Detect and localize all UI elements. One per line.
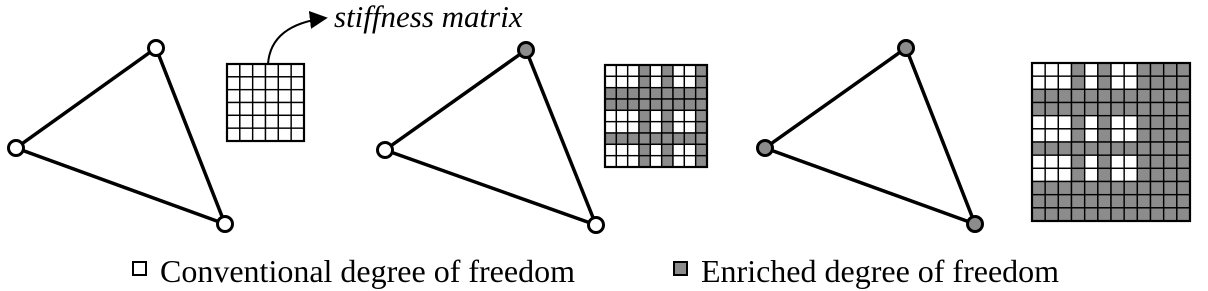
matrix-cell [1058, 63, 1071, 76]
matrix-cell [662, 99, 673, 110]
matrix-cell [253, 115, 266, 128]
stiffness-matrix-1 [227, 64, 304, 141]
matrix-cell [1137, 142, 1150, 155]
matrix-cell [639, 99, 650, 110]
matrix-cell [1124, 155, 1137, 168]
matrix-cell [1151, 195, 1164, 208]
panel-2 [378, 43, 708, 233]
matrix-cell [616, 144, 627, 155]
matrix-cell [240, 64, 253, 77]
matrix-cell [1058, 155, 1071, 168]
matrix-cell [1177, 63, 1190, 76]
matrix-cell [639, 156, 650, 167]
matrix-cell [291, 90, 304, 103]
matrix-cell [1177, 182, 1190, 195]
matrix-cell [1151, 182, 1164, 195]
matrix-cell [291, 128, 304, 141]
matrix-cell [1032, 76, 1045, 89]
matrix-cell [1098, 63, 1111, 76]
matrix-cell [662, 65, 673, 76]
matrix-cell [684, 122, 695, 133]
matrix-cell [1072, 208, 1085, 221]
matrix-cell [696, 144, 707, 155]
matrix-cell [1137, 155, 1150, 168]
matrix-cell [605, 76, 616, 87]
matrix-cell [1058, 76, 1071, 89]
matrix-cell [1072, 155, 1085, 168]
matrix-cell [684, 133, 695, 144]
matrix-cell [673, 88, 684, 99]
matrix-cell [1124, 103, 1137, 116]
matrix-cell [1058, 208, 1071, 221]
matrix-cell [1072, 195, 1085, 208]
matrix-cell [1045, 195, 1058, 208]
matrix-cell [1177, 142, 1190, 155]
matrix-cell [278, 103, 291, 116]
matrix-cell [1085, 155, 1098, 168]
matrix-cell [1032, 116, 1045, 129]
matrix-cell [1137, 129, 1150, 142]
matrix-cell [1151, 63, 1164, 76]
matrix-cell [1085, 195, 1098, 208]
matrix-cell [684, 110, 695, 121]
matrix-cell [1085, 103, 1098, 116]
matrix-cell [1072, 142, 1085, 155]
matrix-cell [1111, 155, 1124, 168]
panel-3 [758, 41, 1191, 232]
matrix-cell [1111, 129, 1124, 142]
matrix-cell [1177, 103, 1190, 116]
matrix-cell [1177, 129, 1190, 142]
matrix-cell [1137, 182, 1150, 195]
matrix-cell [650, 110, 661, 121]
matrix-cell [684, 99, 695, 110]
matrix-cell [650, 122, 661, 133]
triangle-node-1a [149, 41, 164, 56]
matrix-cell [1137, 63, 1150, 76]
matrix-cell [1164, 63, 1177, 76]
matrix-cell [1151, 168, 1164, 181]
matrix-cell [1032, 63, 1045, 76]
matrix-cell [1058, 168, 1071, 181]
matrix-cell [240, 77, 253, 90]
matrix-cell [266, 115, 279, 128]
matrix-cell [266, 103, 279, 116]
matrix-cell [673, 156, 684, 167]
matrix-cell [253, 64, 266, 77]
matrix-cell [650, 144, 661, 155]
matrix-cell [1032, 195, 1045, 208]
matrix-cell [291, 103, 304, 116]
matrix-cell [1098, 208, 1111, 221]
triangle-node-1b [9, 141, 24, 156]
matrix-cell [1085, 182, 1098, 195]
matrix-cell [639, 76, 650, 87]
matrix-cell [1124, 89, 1137, 102]
matrix-cell [1045, 63, 1058, 76]
matrix-cell [1098, 116, 1111, 129]
matrix-cell [696, 65, 707, 76]
matrix-cell [628, 122, 639, 133]
matrix-cell [673, 133, 684, 144]
matrix-cell [1058, 103, 1071, 116]
matrix-cell [1151, 116, 1164, 129]
matrix-cell [253, 77, 266, 90]
triangle-node-3c [968, 217, 983, 232]
matrix-cell [1111, 89, 1124, 102]
matrix-cell [1032, 103, 1045, 116]
matrix-cell [1177, 116, 1190, 129]
matrix-cell [650, 65, 661, 76]
matrix-cell [696, 88, 707, 99]
matrix-cell [253, 128, 266, 141]
matrix-cell [278, 77, 291, 90]
matrix-cell [291, 64, 304, 77]
matrix-cell [1072, 129, 1085, 142]
matrix-cell [684, 144, 695, 155]
matrix-cell [684, 156, 695, 167]
matrix-cell [291, 77, 304, 90]
triangle-node-2a [519, 43, 534, 58]
matrix-cell [227, 103, 240, 116]
matrix-cell [1032, 142, 1045, 155]
matrix-cell [1177, 89, 1190, 102]
matrix-cell [605, 65, 616, 76]
matrix-cell [662, 144, 673, 155]
matrix-cell [616, 88, 627, 99]
matrix-cell [1085, 142, 1098, 155]
triangle-element-3 [765, 48, 975, 224]
matrix-cell [673, 99, 684, 110]
matrix-cell [1045, 116, 1058, 129]
matrix-cell [650, 76, 661, 87]
matrix-cell [639, 65, 650, 76]
matrix-cell [1151, 155, 1164, 168]
triangle-node-3b [758, 141, 773, 156]
matrix-cell [1137, 208, 1150, 221]
panel-1 [9, 41, 305, 232]
matrix-cell [227, 64, 240, 77]
matrix-cell [1111, 208, 1124, 221]
matrix-cell [1137, 76, 1150, 89]
matrix-cell [1085, 208, 1098, 221]
triangle-node-1c [218, 217, 233, 232]
matrix-cell [616, 65, 627, 76]
triangle-element-1 [16, 48, 225, 224]
matrix-cell [628, 76, 639, 87]
matrix-cell [1032, 129, 1045, 142]
matrix-cell [673, 144, 684, 155]
matrix-cell [1058, 89, 1071, 102]
matrix-cell [696, 122, 707, 133]
matrix-cell [616, 76, 627, 87]
matrix-cell [1085, 76, 1098, 89]
matrix-cell [1085, 89, 1098, 102]
annotation-arrow [268, 18, 326, 64]
matrix-cell [696, 110, 707, 121]
matrix-cell [605, 88, 616, 99]
matrix-cell [1032, 89, 1045, 102]
matrix-cell [639, 88, 650, 99]
matrix-cell [1137, 103, 1150, 116]
matrix-cell [1164, 142, 1177, 155]
matrix-cell [1164, 155, 1177, 168]
matrix-cell [1124, 182, 1137, 195]
matrix-cell [628, 65, 639, 76]
matrix-cell [605, 122, 616, 133]
matrix-cell [1151, 129, 1164, 142]
matrix-cell [1058, 195, 1071, 208]
matrix-cell [628, 156, 639, 167]
matrix-cell [1164, 208, 1177, 221]
matrix-cell [1164, 89, 1177, 102]
triangle-node-2b [378, 143, 393, 158]
matrix-cell [1124, 195, 1137, 208]
matrix-cell [1098, 76, 1111, 89]
matrix-cell [650, 99, 661, 110]
matrix-cell [1164, 195, 1177, 208]
matrix-cell [628, 133, 639, 144]
matrix-cell [1098, 89, 1111, 102]
matrix-cell [1164, 103, 1177, 116]
matrix-cell [1098, 142, 1111, 155]
legend-conventional-label: Conventional degree of freedom [160, 253, 575, 289]
matrix-cell [605, 110, 616, 121]
stiffness-matrix-2 [605, 65, 707, 167]
matrix-cell [616, 133, 627, 144]
matrix-cell [1111, 182, 1124, 195]
matrix-cell [1085, 63, 1098, 76]
matrix-cell [1124, 76, 1137, 89]
annotation-label: stiffness matrix [334, 0, 523, 34]
matrix-cell [1045, 129, 1058, 142]
matrix-cell [1098, 182, 1111, 195]
matrix-cell [1151, 89, 1164, 102]
matrix-cell [1164, 129, 1177, 142]
matrix-cell [1045, 76, 1058, 89]
matrix-cell [1058, 116, 1071, 129]
legend-enriched-label: Enriched degree of freedom [701, 253, 1060, 289]
matrix-cell [1072, 76, 1085, 89]
matrix-cell [696, 99, 707, 110]
matrix-cell [278, 128, 291, 141]
matrix-cell [650, 133, 661, 144]
matrix-cell [278, 90, 291, 103]
matrix-cell [673, 110, 684, 121]
matrix-cell [266, 77, 279, 90]
matrix-cell [1124, 63, 1137, 76]
matrix-cell [696, 133, 707, 144]
matrix-cell [639, 144, 650, 155]
matrix-cell [1164, 182, 1177, 195]
matrix-cell [1151, 76, 1164, 89]
matrix-cell [1124, 116, 1137, 129]
matrix-cell [1111, 168, 1124, 181]
matrix-cell [1058, 129, 1071, 142]
matrix-cell [1045, 208, 1058, 221]
matrix-cell [1085, 129, 1098, 142]
matrix-cell [662, 110, 673, 121]
matrix-cell [278, 64, 291, 77]
matrix-cell [1045, 142, 1058, 155]
matrix-cell [240, 103, 253, 116]
matrix-cell [1098, 103, 1111, 116]
matrix-cell [696, 76, 707, 87]
legend [133, 253, 1059, 289]
matrix-cell [227, 90, 240, 103]
legend-conventional-swatch [133, 262, 146, 275]
matrix-cell [662, 133, 673, 144]
matrix-cell [1098, 155, 1111, 168]
matrix-cell [616, 156, 627, 167]
matrix-cell [1045, 155, 1058, 168]
matrix-cell [1072, 168, 1085, 181]
matrix-cell [1111, 63, 1124, 76]
matrix-cell [1137, 116, 1150, 129]
matrix-cell [1058, 142, 1071, 155]
matrix-cell [662, 122, 673, 133]
matrix-cell [1124, 142, 1137, 155]
matrix-cell [696, 156, 707, 167]
matrix-cell [1151, 208, 1164, 221]
matrix-cell [616, 122, 627, 133]
matrix-cell [684, 65, 695, 76]
matrix-cell [253, 103, 266, 116]
matrix-cell [266, 128, 279, 141]
matrix-cell [639, 133, 650, 144]
matrix-cell [240, 90, 253, 103]
matrix-cell [1177, 208, 1190, 221]
matrix-cell [291, 115, 304, 128]
matrix-cell [1098, 129, 1111, 142]
matrix-cell [1032, 155, 1045, 168]
matrix-cell [605, 133, 616, 144]
matrix-cell [1032, 208, 1045, 221]
matrix-cell [605, 99, 616, 110]
matrix-cell [1072, 182, 1085, 195]
matrix-cell [1177, 155, 1190, 168]
matrix-cell [1032, 168, 1045, 181]
matrix-cell [1072, 116, 1085, 129]
matrix-cell [1164, 76, 1177, 89]
matrix-cell [662, 156, 673, 167]
matrix-cell [1111, 103, 1124, 116]
matrix-cell [1111, 116, 1124, 129]
matrix-cell [1124, 129, 1137, 142]
triangle-node-3a [899, 41, 914, 56]
matrix-cell [1085, 116, 1098, 129]
matrix-cell [266, 64, 279, 77]
matrix-cell [684, 88, 695, 99]
matrix-cell [1098, 195, 1111, 208]
matrix-cell [684, 76, 695, 87]
matrix-cell [616, 110, 627, 121]
matrix-cell [1111, 142, 1124, 155]
matrix-cell [673, 65, 684, 76]
matrix-cell [639, 122, 650, 133]
matrix-cell [1137, 168, 1150, 181]
matrix-cell [628, 88, 639, 99]
stiffness-matrix-annotation [268, 0, 523, 64]
matrix-cell [1151, 142, 1164, 155]
matrix-cell [1111, 76, 1124, 89]
matrix-cell [628, 144, 639, 155]
matrix-cell [1111, 195, 1124, 208]
matrix-cell [605, 156, 616, 167]
matrix-cell [1124, 168, 1137, 181]
matrix-cell [1177, 168, 1190, 181]
matrix-cell [605, 144, 616, 155]
matrix-cell [227, 115, 240, 128]
matrix-cell [1177, 195, 1190, 208]
matrix-cell [1164, 168, 1177, 181]
matrix-cell [650, 88, 661, 99]
matrix-cell [227, 128, 240, 141]
matrix-cell [1124, 208, 1137, 221]
matrix-cell [1045, 168, 1058, 181]
matrix-cell [1072, 103, 1085, 116]
matrix-cell [266, 90, 279, 103]
stiffness-matrix-3 [1032, 63, 1190, 221]
matrix-cell [1177, 76, 1190, 89]
matrix-cell [650, 156, 661, 167]
matrix-cell [639, 110, 650, 121]
matrix-cell [1045, 182, 1058, 195]
matrix-cell [673, 122, 684, 133]
matrix-cell [1045, 89, 1058, 102]
matrix-cell [628, 110, 639, 121]
matrix-cell [1072, 89, 1085, 102]
matrix-cell [1058, 182, 1071, 195]
matrix-cell [1085, 168, 1098, 181]
matrix-cell [227, 77, 240, 90]
triangle-element-2 [385, 50, 596, 225]
matrix-cell [628, 99, 639, 110]
matrix-cell [278, 115, 291, 128]
legend-enriched-swatch [674, 262, 687, 275]
matrix-cell [1098, 168, 1111, 181]
matrix-cell [1072, 63, 1085, 76]
matrix-cell [240, 115, 253, 128]
matrix-cell [673, 76, 684, 87]
matrix-cell [616, 99, 627, 110]
matrix-cell [1045, 103, 1058, 116]
matrix-cell [662, 88, 673, 99]
matrix-cell [662, 76, 673, 87]
matrix-cell [1164, 116, 1177, 129]
triangle-node-2c [589, 218, 604, 233]
matrix-cell [1137, 89, 1150, 102]
matrix-cell [1137, 195, 1150, 208]
matrix-cell [1032, 182, 1045, 195]
matrix-cell [240, 128, 253, 141]
matrix-cell [1151, 103, 1164, 116]
matrix-cell [253, 90, 266, 103]
